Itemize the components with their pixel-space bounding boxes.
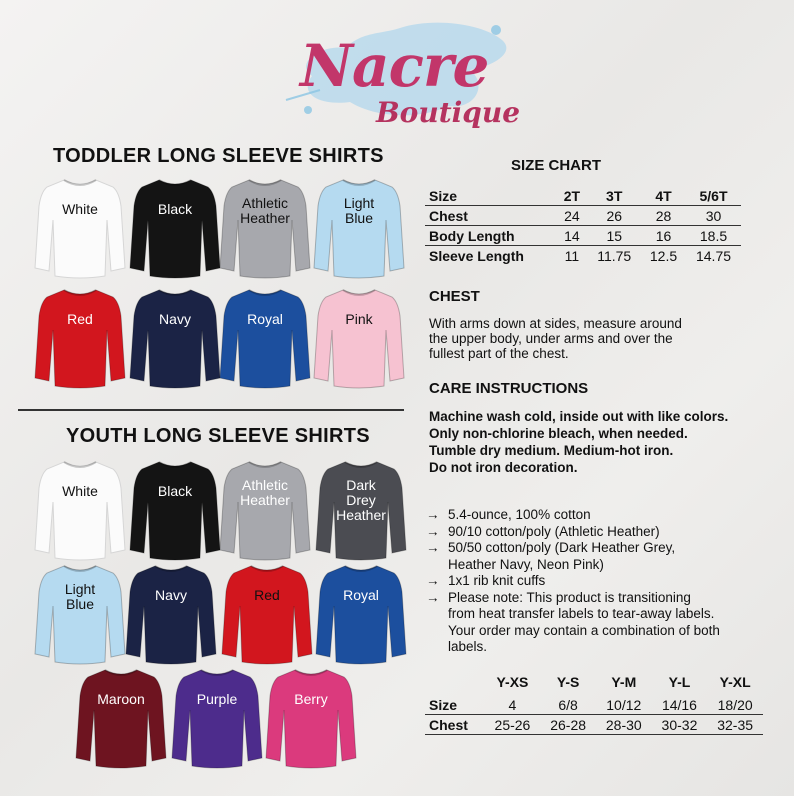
long-sleeve-shirt-icon xyxy=(264,666,358,770)
shirt-color-label: Navy xyxy=(155,587,187,603)
youth-shirt-dark-drey-heather xyxy=(314,458,408,562)
long-sleeve-shirt-icon xyxy=(170,666,264,770)
size-column-header: 4T xyxy=(641,186,686,206)
youth-size-cell: 25-26 xyxy=(494,716,531,733)
feature-item xyxy=(426,507,786,524)
youth-size-cell: 28-30 xyxy=(605,716,642,733)
size-cell: 24 xyxy=(556,206,587,226)
youth-size-header: Y-L xyxy=(668,673,691,690)
feature-line: 50/50 cotton/poly (Dark Heather Grey, xyxy=(448,540,676,555)
shirt-color-label: Royal xyxy=(343,587,379,603)
shirt-color-label: Navy xyxy=(159,311,191,327)
toddler-shirt-light-blue xyxy=(312,176,406,280)
chest-description xyxy=(429,316,682,361)
youth-size-cell: 18/20 xyxy=(707,695,763,715)
youth-shirt-royal xyxy=(314,562,408,666)
toddler-shirt-royal xyxy=(218,286,312,390)
size-cell: 12.5 xyxy=(649,247,678,264)
size-row-label: Body Length xyxy=(425,226,556,246)
youth-size-cell: 32-35 xyxy=(717,716,754,733)
long-sleeve-shirt-icon xyxy=(312,176,406,280)
youth-size-header: Y-S xyxy=(556,673,580,690)
size-cell: 14 xyxy=(556,226,587,246)
long-sleeve-shirt-icon xyxy=(33,176,127,280)
feature-item xyxy=(426,590,786,656)
text-line: the upper body, under arms and over the xyxy=(429,331,673,346)
empty-header-cell xyxy=(425,672,485,691)
size-chart-title: SIZE CHART xyxy=(511,157,601,174)
text-line: fullest part of the chest. xyxy=(429,346,569,361)
youth-shirt-white xyxy=(33,458,127,562)
brand-subtitle: Boutique xyxy=(376,96,521,129)
size-column-header: 3T xyxy=(587,186,641,206)
youth-size-cell: 6/8 xyxy=(540,695,596,715)
size-cell: 28 xyxy=(641,206,686,226)
long-sleeve-shirt-icon xyxy=(128,176,222,280)
long-sleeve-shirt-icon xyxy=(33,286,127,390)
youth-size-table xyxy=(425,672,763,735)
long-sleeve-shirt-icon xyxy=(33,562,127,666)
youth-shirt-black xyxy=(128,458,222,562)
chest-title: CHEST xyxy=(429,288,480,305)
feature-list xyxy=(426,507,786,656)
shirt-color-label: Royal xyxy=(247,311,283,327)
feature-line: Heather Navy, Neon Pink) xyxy=(448,556,604,572)
size-cell: 15 xyxy=(587,226,641,246)
feature-line: 5.4-ounce, 100% cotton xyxy=(448,507,591,522)
long-sleeve-shirt-icon xyxy=(312,286,406,390)
youth-size-table-wrap xyxy=(425,672,763,735)
shirt-color-label: Berry xyxy=(294,691,328,707)
long-sleeve-shirt-icon xyxy=(128,286,222,390)
section-divider xyxy=(18,409,404,411)
youth-shirt-berry xyxy=(264,666,358,770)
youth-shirt-purple xyxy=(170,666,264,770)
care-title: CARE INSTRUCTIONS xyxy=(429,380,589,397)
feature-line: Your order may contain a combination of both xyxy=(448,622,720,638)
feature-line: from heat transfer labels to tear-away labels. xyxy=(448,606,715,621)
shirt-color-label: Athletic Heather xyxy=(240,477,290,508)
toddler-shirt-pink xyxy=(312,286,406,390)
text-line: Do not iron decoration. xyxy=(429,460,578,475)
shirt-color-label: Light Blue xyxy=(343,195,375,226)
arrow-icon: → xyxy=(426,507,440,522)
shirt-color-label: Red xyxy=(254,587,280,603)
youth-size-cell: 4 xyxy=(485,695,541,715)
shirt-color-label: Dark Drey Heather xyxy=(336,477,386,523)
size-cell: 14.75 xyxy=(695,247,732,264)
shirt-color-label: Athletic Heather xyxy=(240,195,290,226)
toddler-shirt-navy xyxy=(128,286,222,390)
long-sleeve-shirt-icon xyxy=(218,176,312,280)
long-sleeve-shirt-icon xyxy=(74,666,168,770)
shirt-color-label: White xyxy=(62,483,98,499)
brand-logo xyxy=(280,14,520,134)
toddler-size-table xyxy=(425,186,741,265)
youth-size-header: Y-XS xyxy=(496,673,529,690)
toddler-section-title: TODDLER LONG SLEEVE SHIRTS xyxy=(53,145,384,167)
toddler-size-table-wrap xyxy=(425,186,741,265)
arrow-icon: → xyxy=(426,573,440,588)
shirt-color-label: White xyxy=(62,201,98,217)
care-instructions xyxy=(429,408,728,476)
text-line: With arms down at sides, measure around xyxy=(429,316,682,331)
long-sleeve-shirt-icon xyxy=(33,458,127,562)
long-sleeve-shirt-icon xyxy=(218,458,312,562)
feature-item xyxy=(426,540,786,573)
youth-shirt-maroon xyxy=(74,666,168,770)
feature-line: 1x1 rib knit cuffs xyxy=(448,573,546,588)
text-line: Tumble dry medium. Medium-hot iron. xyxy=(429,443,674,458)
arrow-icon: → xyxy=(426,523,440,539)
size-row-label: Chest xyxy=(425,206,556,226)
youth-row-label: Size xyxy=(425,695,485,715)
youth-section-title: YOUTH LONG SLEEVE SHIRTS xyxy=(66,425,370,447)
shirt-color-label: Black xyxy=(157,201,193,217)
toddler-shirt-black xyxy=(128,176,222,280)
toddler-shirt-athletic-heather xyxy=(218,176,312,280)
shirt-color-label: Purple xyxy=(196,691,238,707)
text-line: Only non-chlorine bleach, when needed. xyxy=(429,426,688,441)
size-cell: 30 xyxy=(686,206,741,226)
long-sleeve-shirt-icon xyxy=(124,562,218,666)
youth-size-cell: 14/16 xyxy=(652,695,708,715)
size-cell: 11 xyxy=(564,247,580,264)
long-sleeve-shirt-icon xyxy=(220,562,314,666)
youth-shirt-athletic-heather xyxy=(218,458,312,562)
brand-name: Nacre xyxy=(300,32,489,100)
shirt-color-label: Maroon xyxy=(97,691,145,707)
youth-shirt-red xyxy=(220,562,314,666)
youth-shirt-light-blue xyxy=(33,562,127,666)
feature-item xyxy=(426,524,786,541)
size-cell: 11.75 xyxy=(597,247,632,264)
arrow-icon: → xyxy=(426,540,440,555)
shirt-color-label: Black xyxy=(157,483,193,499)
long-sleeve-shirt-icon xyxy=(314,562,408,666)
size-cell: 16 xyxy=(641,226,686,246)
toddler-shirt-white xyxy=(33,176,127,280)
youth-size-cell: 26-28 xyxy=(550,716,587,733)
youth-size-cell: 30-32 xyxy=(661,716,698,733)
youth-size-header: Y-XL xyxy=(719,673,751,690)
text-line: Machine wash cold, inside out with like colors. xyxy=(429,409,729,424)
feature-line: 90/10 cotton/poly (Athletic Heather) xyxy=(448,523,660,539)
size-row-label: Sleeve Length xyxy=(429,247,524,264)
shirt-color-label: Pink xyxy=(345,311,373,327)
size-column-header: 2T xyxy=(556,186,587,206)
shirt-color-label: Light Blue xyxy=(64,581,96,612)
youth-size-cell: 10/12 xyxy=(596,695,652,715)
size-header: Size xyxy=(425,186,556,206)
size-cell: 18.5 xyxy=(686,226,741,246)
youth-row-label: Chest xyxy=(429,716,468,733)
feature-line: Please note: This product is transitioning xyxy=(448,589,691,605)
long-sleeve-shirt-icon xyxy=(128,458,222,562)
feature-item xyxy=(426,573,786,590)
long-sleeve-shirt-icon xyxy=(218,286,312,390)
youth-size-header: Y-M xyxy=(611,673,637,690)
toddler-shirt-red xyxy=(33,286,127,390)
feature-line: labels. xyxy=(448,639,488,654)
shirt-color-label: Red xyxy=(67,311,93,327)
arrow-icon: → xyxy=(426,589,440,605)
size-cell: 26 xyxy=(587,206,641,226)
size-column-header: 5/6T xyxy=(686,186,741,206)
youth-shirt-navy xyxy=(124,562,218,666)
